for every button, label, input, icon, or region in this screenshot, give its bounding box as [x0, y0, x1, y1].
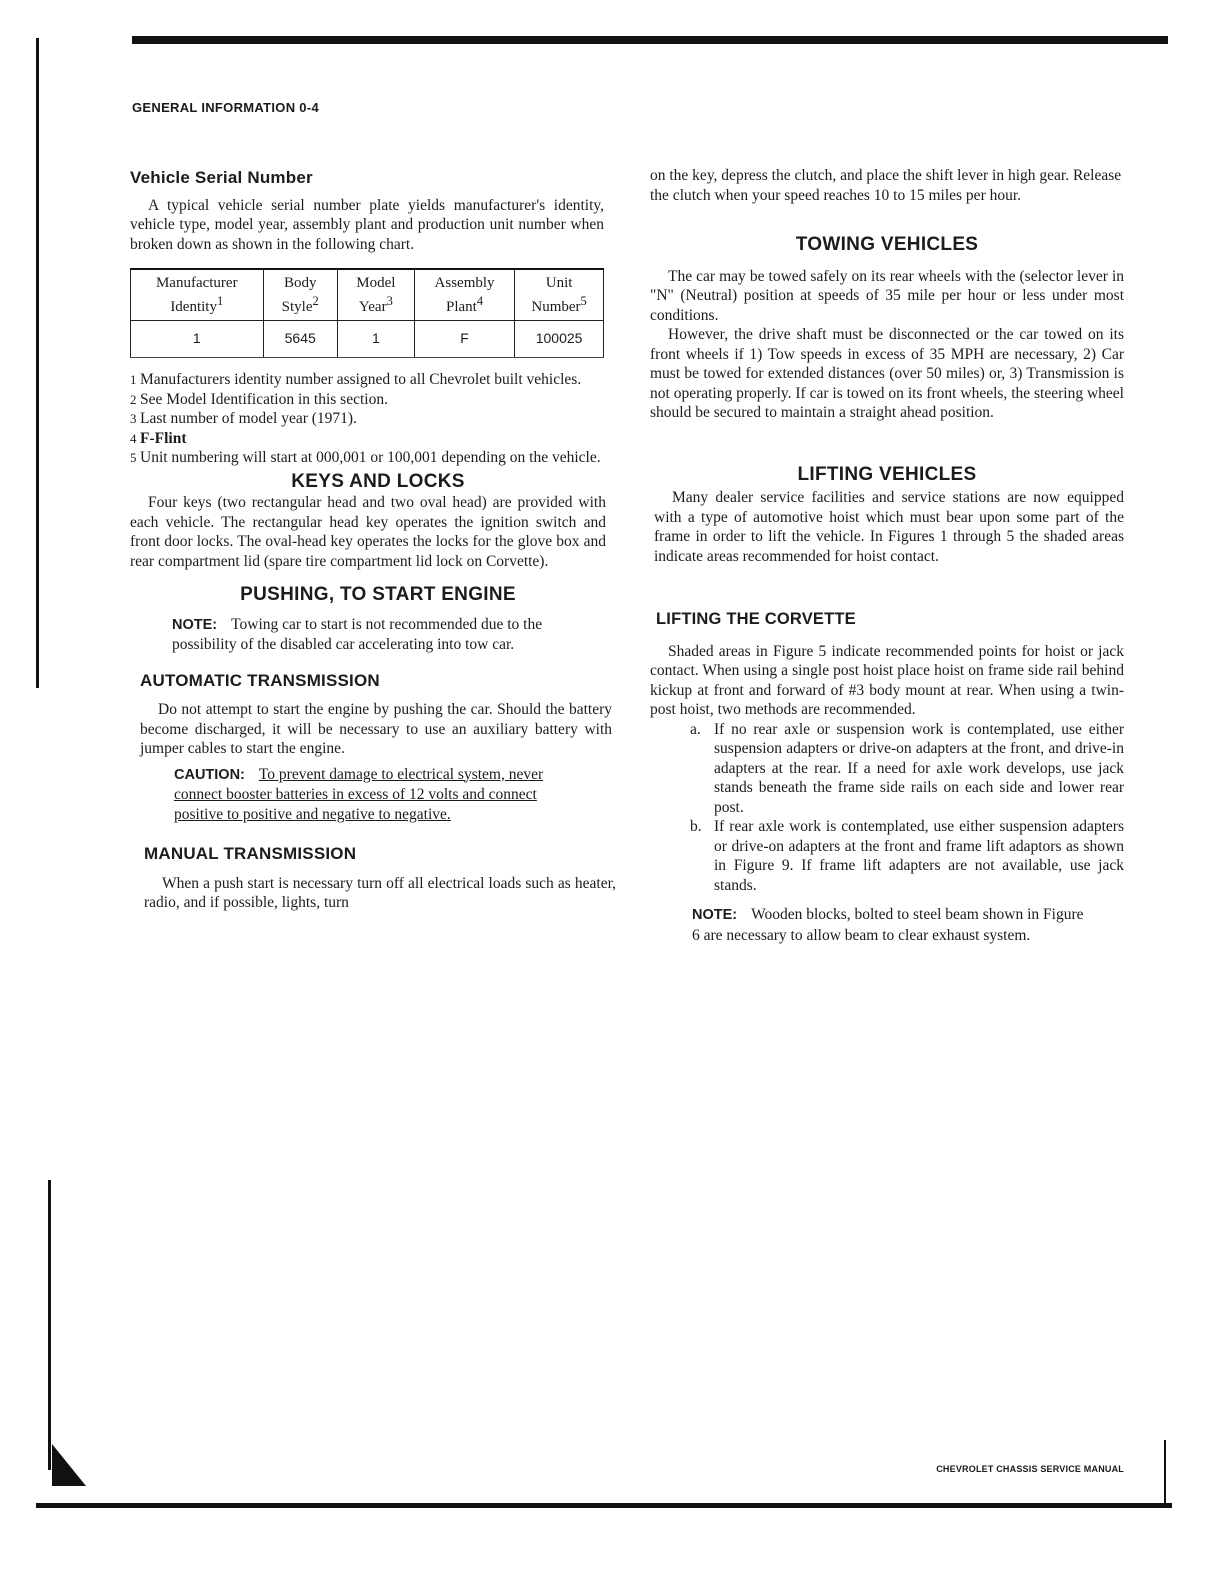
- note-label: NOTE:: [692, 907, 738, 923]
- right-column: [650, 166, 1124, 945]
- lifting-body: Many dealer service facilities and service stations are now equipped with a type of automotive hoist which must bear upon some part of the frame in order to lift the vehicle. In Figures 1 through 5 the shaded areas indicate areas recommended for hoist contact.: [654, 489, 1124, 565]
- footnote: 1 Manufacturers identity number assigned to all Chevrolet built vehicles.: [130, 371, 582, 388]
- automatic-caution: [130, 765, 616, 825]
- serial-footnotes: [130, 370, 616, 468]
- note-text: Wooden blocks, bolted to steel beam shown in Figure 6 are necessary to allow beam to clear exhaust system.: [692, 906, 1084, 944]
- manual-body: When a push start is necessary turn off all electrical loads such as heater, radio, and if possible, lights, turn: [144, 874, 616, 911]
- table-cell: 1: [131, 321, 264, 358]
- towing-p2: However, the drive shaft must be disconnected or the car towed on its front wheels if 1) Tow speeds in excess of 35 MPH are necessary, 2) Car must be towed for extended distances (over 50 miles) or, 3) Transmission is not operating properly. If car is towed on its front wheels, the steering wheel should be secured to maintain a straight ahead position.: [650, 326, 1124, 421]
- lifting-title: LIFTING VEHICLES: [797, 463, 977, 485]
- pushing-note: [130, 615, 616, 655]
- towing-title: TOWING VEHICLES: [795, 234, 979, 255]
- automatic-body: Do not attempt to start the engine by pushing the car. Should the battery become discharged, it will be necessary to use an auxiliary battery with jumper cables to start the engine.: [140, 701, 612, 757]
- footer-brand: CHEVROLET CHASSIS SERVICE MANUAL: [936, 1464, 1124, 1474]
- footnote: 3 Last number of model year (1971).: [130, 410, 357, 427]
- caution-text: To prevent damage to electrical system, never connect booster batteries in excess of 12 volts and connect positive to positive and negative to negative.: [174, 765, 544, 823]
- note-label: NOTE:: [172, 616, 218, 633]
- left-column: [130, 168, 616, 913]
- corvette-note: [650, 905, 1124, 945]
- running-header: GENERAL INFORMATION 0-4: [132, 100, 319, 115]
- serial-title: Vehicle Serial Number: [130, 168, 313, 187]
- table-cell: 5645: [263, 321, 337, 358]
- col-unit-number: Unit Number$^5$: [515, 269, 604, 321]
- footnote: 4 F-Flint: [130, 429, 187, 447]
- towing-p1: The car may be towed safely on its rear wheels with the (selector lever in "N" (Neutral) position at speeds of 35 mile per hour or less under most conditions.: [650, 267, 1124, 324]
- list-item: b. If rear axle work is contemplated, use either suspension adapters or drive-on adapters at the front and frame lift adaptors as shown in Figure 9. If frame lift adapters are not available, use jack stands.: [690, 818, 1124, 894]
- footnote: 2 See Model Identification in this section.: [130, 390, 388, 408]
- table-cell: 1: [337, 321, 414, 358]
- corvette-title: LIFTING THE CORVETTE: [656, 610, 856, 628]
- table-cell: F: [414, 321, 514, 358]
- table-cell: 100025: [515, 321, 604, 358]
- keys-body: Four keys (two rectangular head and two oval head) are provided with each vehicle. The rectangular head key operates the ignition switch and front door locks. The oval-head key operates the locks for the glove box and rear compartment lid (spare tire compartment lid lock on Corvette).: [130, 494, 606, 570]
- manual-title: MANUAL TRANSMISSION: [144, 844, 357, 863]
- serial-intro: A typical vehicle serial number plate yields manufacturer's identity, vehicle type, model year, assembly plant and production unit number when broken down as shown in the following chart.: [130, 196, 604, 253]
- corvette-list: [650, 720, 1124, 896]
- table-row: [131, 321, 604, 358]
- note-text: Towing car to start is not recommended due to the possibility of the disabled car accelerating into tow car.: [172, 615, 543, 653]
- serial-table-header-row: [131, 269, 604, 321]
- serial-table: [130, 268, 604, 358]
- col-assembly-plant: Assembly Plant$^4$: [414, 269, 514, 321]
- automatic-title: AUTOMATIC TRANSMISSION: [140, 670, 380, 690]
- corner-mark: [48, 1440, 94, 1490]
- keys-title: KEYS AND LOCKS: [291, 470, 465, 492]
- caution-label: CAUTION:: [174, 766, 245, 783]
- left-margin-bar-lower: [48, 1180, 51, 1470]
- corvette-body: Shaded areas in Figure 5 indicate recommended points for hoist or jack contact. When using a single post hoist place hoist on frame side rail behind kickup at front and forward of #3 body mount at rear. When using a twin-post hoist, two methods are recommended.: [650, 642, 1124, 718]
- list-item: a. If no rear axle or suspension work is contemplated, use either suspension adapters or drive-on adapters at the front, and drive-in adapters at the rear. If a need for axle work develops, use jack stands beneath the frame side rails on each side and lower rear post.: [690, 720, 1124, 816]
- footnote: 5 Unit numbering will start at 000,001 or 100,001 depending on the vehicle.: [130, 449, 601, 466]
- col-model-year: Model Year$^3$: [337, 269, 414, 321]
- top-rule: [132, 36, 1168, 44]
- manual-continued: on the key, depress the clutch, and place the shift lever in high gear. Release the clutch when your speed reaches 10 to 15 miles per hour.: [650, 167, 1122, 204]
- col-body-style: Body Style$^2$: [263, 269, 337, 321]
- right-margin-bar: [1164, 1440, 1166, 1506]
- col-manufacturer: Manufacturer Identity$^1$: [131, 269, 264, 321]
- pushing-title: PUSHING, TO START ENGINE: [240, 584, 516, 605]
- bottom-rule: [36, 1503, 1172, 1508]
- left-margin-bar: [36, 38, 39, 688]
